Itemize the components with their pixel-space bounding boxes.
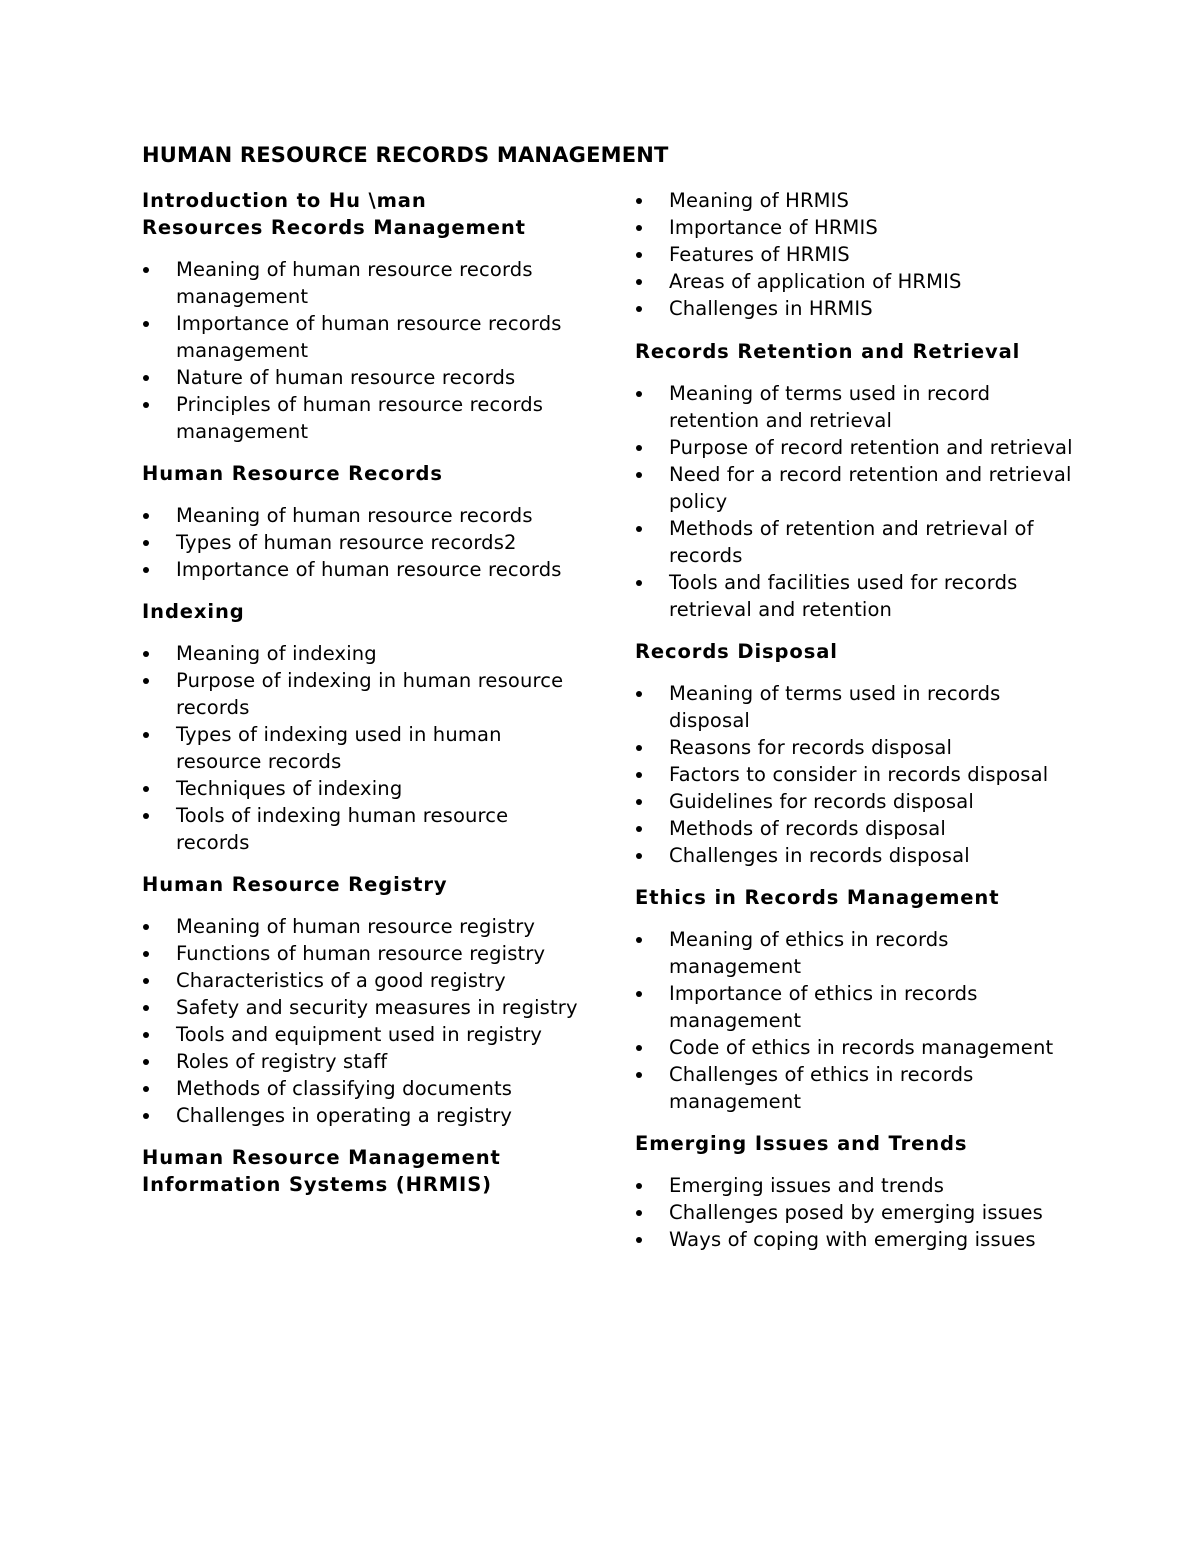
list-item: Tools and equipment used in registry [142,1021,582,1048]
section-heading-indexing [142,598,582,625]
list-item: Factors to consider in records disposal [635,761,1075,788]
list-item: Roles of registry staff [142,1048,582,1075]
list-item: Nature of human resource records [142,364,582,391]
topic-list-retention [635,380,1075,623]
list-item: Purpose of indexing in human resource records [142,667,582,721]
list-item: Methods of classifying documents [142,1075,582,1102]
list-item: Characteristics of a good registry [142,967,582,994]
list-item: Meaning of human resource records [142,502,582,529]
list-item: Emerging issues and trends [635,1172,1075,1199]
list-item: Ways of coping with emerging issues [635,1226,1075,1253]
list-item: Code of ethics in records management [635,1034,1075,1061]
topic-list-hrmis [635,187,1075,322]
heading-line: Indexing [142,600,245,623]
list-item: Purpose of record retention and retrieval [635,434,1075,461]
list-item: Challenges in records disposal [635,842,1075,869]
list-item: Features of HRMIS [635,241,1075,268]
list-item: Types of indexing used in human resource records [142,721,582,775]
list-item: Methods of retention and retrieval of records [635,515,1075,569]
heading-line: Information Systems (HRMIS) [142,1173,492,1196]
topic-list-emerging [635,1172,1075,1253]
topic-list-introduction [142,256,582,445]
section-heading-emerging [635,1130,1075,1157]
section-heading-introduction [142,187,582,241]
list-item: Reasons for records disposal [635,734,1075,761]
heading-line: Records Disposal [635,640,838,663]
list-item: Areas of application of HRMIS [635,268,1075,295]
list-item: Tools of indexing human resource records [142,802,582,856]
list-item: Meaning of terms used in records disposal [635,680,1075,734]
list-item: Meaning of human resource records management [142,256,582,310]
list-item: Importance of HRMIS [635,214,1075,241]
list-item: Importance of ethics in records management [635,980,1075,1034]
list-item: Types of human resource records2 [142,529,582,556]
list-item: Techniques of indexing [142,775,582,802]
list-item: Tools and facilities used for records retrieval and retention [635,569,1075,623]
heading-line: Human Resource Registry [142,873,448,896]
list-item: Meaning of ethics in records management [635,926,1075,980]
list-item: Meaning of human resource registry [142,913,582,940]
list-item: Meaning of terms used in record retention and retrieval [635,380,1075,434]
section-heading-registry [142,871,582,898]
heading-line: Human Resource Records [142,462,443,485]
list-item: Methods of records disposal [635,815,1075,842]
topic-list-disposal [635,680,1075,869]
section-heading-hr-records [142,460,582,487]
list-item: Need for a record retention and retrieval policy [635,461,1075,515]
topic-list-indexing [142,640,582,856]
heading-line: Ethics in Records Management [635,886,1000,909]
list-item: Safety and security measures in registry [142,994,582,1021]
heading-line: Emerging Issues and Trends [635,1132,968,1155]
list-item: Guidelines for records disposal [635,788,1075,815]
topic-list-ethics [635,926,1075,1115]
section-heading-hrmis [142,1144,582,1198]
list-item: Challenges in HRMIS [635,295,1075,322]
list-item: Challenges posed by emerging issues [635,1199,1075,1226]
list-item: Challenges of ethics in records management [635,1061,1075,1115]
list-item: Meaning of HRMIS [635,187,1075,214]
topic-list-hr-records [142,502,582,583]
list-item: Meaning of indexing [142,640,582,667]
topic-list-registry [142,913,582,1129]
list-item: Challenges in operating a registry [142,1102,582,1129]
list-item: Functions of human resource registry [142,940,582,967]
list-item: Importance of human resource records management [142,310,582,364]
right-column [635,187,1075,1268]
heading-line: Resources Records Management [142,216,526,239]
list-item: Importance of human resource records [142,556,582,583]
list-item: Principles of human resource records management [142,391,582,445]
section-heading-retention [635,338,1075,365]
heading-line: Introduction to Hu \man [142,189,427,212]
document-title: HUMAN RESOURCE RECORDS MANAGEMENT [142,143,669,167]
heading-line: Records Retention and Retrieval [635,340,1021,363]
section-heading-disposal [635,638,1075,665]
left-column [142,187,582,1213]
heading-line: Human Resource Management [142,1146,501,1169]
section-heading-ethics [635,884,1075,911]
